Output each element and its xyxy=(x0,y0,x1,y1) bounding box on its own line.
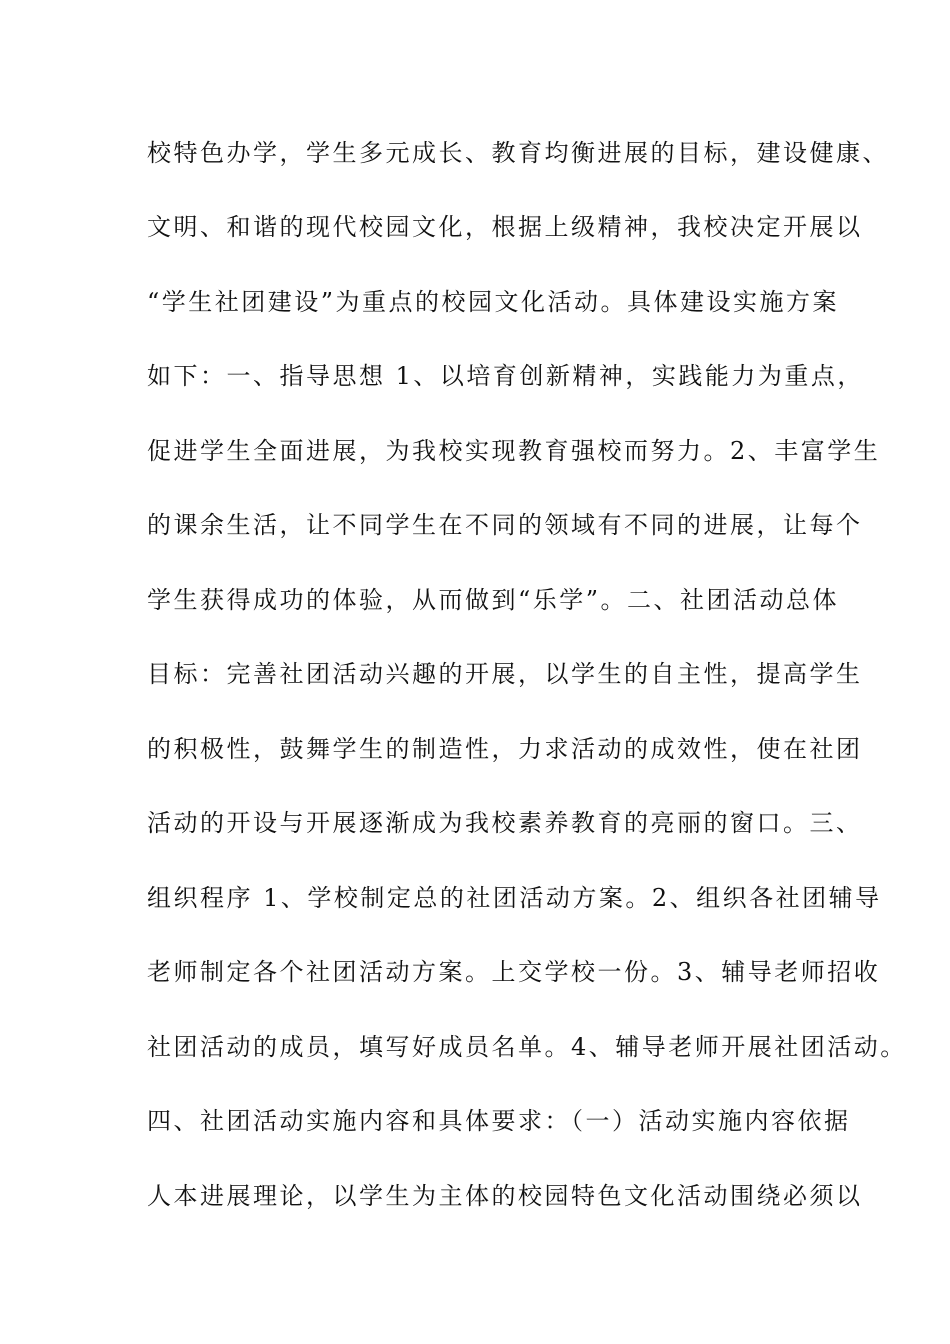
paragraph-line: 促进学生全面进展，为我校实现教育强校而努力。2、丰富学生 xyxy=(147,437,881,465)
paragraph-line: 目标：完善社团活动兴趣的开展，以学生的自主性，提高学生 xyxy=(147,660,863,688)
paragraph-line: “学生社团建设”为重点的校园文化活动。具体建设实施方案 xyxy=(147,288,840,316)
paragraph-line: 校特色办学，学生多元成长、教育均衡进展的目标，建设健康、 xyxy=(147,139,889,167)
paragraph-line: 如下：一、指导思想 1、以培育创新精神，实践能力为重点， xyxy=(147,362,864,390)
paragraph-line: 活动的开设与开展逐渐成为我校素养教育的亮丽的窗口。三、 xyxy=(147,809,863,837)
paragraph-line: 的课余生活，让不同学生在不同的领域有不同的进展，让每个 xyxy=(147,511,863,539)
paragraph-line: 四、社团活动实施内容和具体要求：（一）活动实施内容依据 xyxy=(147,1107,851,1135)
paragraph-line: 社团活动的成员，填写好成员名单。4、辅导老师开展社团活动。 xyxy=(147,1033,907,1061)
paragraph-line: 人本进展理论，以学生为主体的校园特色文化活动围绕必须以 xyxy=(147,1182,863,1210)
paragraph-line: 学生获得成功的体验，从而做到“乐学”。二、社团活动总体 xyxy=(147,586,840,614)
paragraph-line: 老师制定各个社团活动方案。上交学校一份。3、辅导老师招收 xyxy=(147,958,881,986)
paragraph-line: 文明、和谐的现代校园文化，根据上级精神，我校决定开展以 xyxy=(147,213,863,241)
paragraph-line: 组织程序 1、学校制定总的社团活动方案。2、组织各社团辅导 xyxy=(147,884,882,912)
paragraph-line: 的积极性，鼓舞学生的制造性，力求活动的成效性，使在社团 xyxy=(147,735,863,763)
